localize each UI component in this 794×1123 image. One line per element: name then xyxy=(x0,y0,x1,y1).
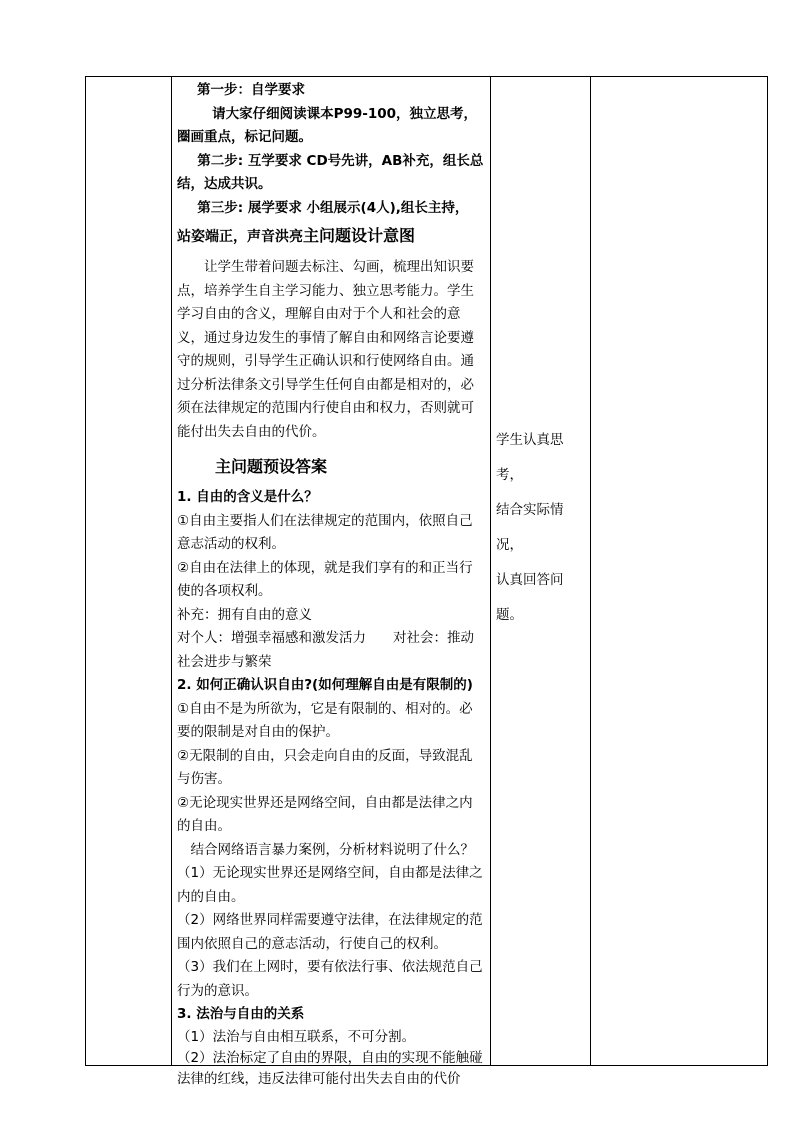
q2-answer-2: ②无限制的自由，只会走向自由的反面，导致混乱与伤害。 xyxy=(177,747,473,787)
q1-answer-2: ②自由在法律上的体现，就是我们享有的和正当行使的各项权利。 xyxy=(177,559,473,599)
design-intent-text: 让学生带着问题去标注、勾画，梳理出知识要点，培养学生自主学习能力、独立思考能力。学生学习自由的含义，理解自由对于个人和社会的意义，通过身边发生的事情了解自由和网络言论要遵守的规则，引导学生正确认识和行使网络自由。通过分析法律条文引导学生任何自由都是相对的，必须在法律规定的范围内行使自由和权力，否则就可能付出失去自由的代价。 xyxy=(177,259,474,440)
design-intent-title: 主问题设计意图 xyxy=(303,226,416,245)
q2-case-answer-1: （1）无论现实世界还是网络空间，自由都是法律之内的自由。 xyxy=(177,865,483,905)
q1-supplement-text: 对个人：增强幸福感和激发活力 对社会：推动社会进步与繁荣 xyxy=(177,630,474,670)
q1-answer-1: ①自由主要指人们在法律规定的范围内，依照自己意志活动的权利。 xyxy=(177,512,473,552)
step3-text: 第三步: 展学要求 小组展示(4人),组长主持， xyxy=(197,199,469,216)
student-activity-line-1: 学生认真思考， xyxy=(496,432,564,483)
q2-case-question: 结合网络语言暴力案例，分析材料说明了什么？ xyxy=(190,841,474,858)
column-divider xyxy=(590,77,591,1065)
q3-answer-1: （1）法治与自由相互联系，不可分割。 xyxy=(177,1028,416,1045)
step3-continuation: 站姿端正，声音洪亮 xyxy=(177,229,303,245)
q1-title: 1. 自由的含义是什么？ xyxy=(177,489,318,505)
student-activity-text xyxy=(496,423,590,633)
student-activity-cell xyxy=(490,77,590,1065)
q2-case-answer-3: （3）我们在上网时，要有依法行事、依法规范自己行为的意识。 xyxy=(177,959,483,999)
q2-case-answer-2: （2）网络世界同样需要遵守法律，在法律规定的范围内依照自己的意志活动，行使自己的权利。 xyxy=(177,912,483,952)
q3-title: 3. 法治与自由的关系 xyxy=(177,1006,305,1022)
teaching-content-cell xyxy=(171,77,490,1087)
step2-text: 第二步: 互学要求 CD号先讲，AB补充，组长总结，达成共识。 xyxy=(177,152,484,192)
lesson-table xyxy=(85,76,768,1087)
q1-supplement-title: 补充：拥有自由的意义 xyxy=(177,606,312,623)
q2-answer-3: ②无论现实世界还是网络空间，自由都是法律之内的自由。 xyxy=(177,794,473,834)
student-activity-line-2: 结合实际情况， xyxy=(496,502,564,553)
q2-title: 2. 如何正确认识自由?(如何理解自由是有限制的) xyxy=(177,677,473,693)
q2-answer-1: ①自由不是为所欲为，它是有限制的、相对的。必要的限制是对自由的保护。 xyxy=(177,700,473,740)
q3-answer-2: （2）法治标定了自由的界限，自由的实现不能触碰法律的红线，违反法律可能付出失去自由的代价 xyxy=(177,1049,483,1087)
student-activity-line-3: 认真回答问题。 xyxy=(496,572,564,623)
step1-text: 请大家仔细阅读课本P99-100，独立思考，圈画重点，标记问题。 xyxy=(177,105,478,145)
step1-title: 第一步：自学要求 xyxy=(197,82,305,98)
answers-title: 主问题预设答案 xyxy=(215,457,328,476)
